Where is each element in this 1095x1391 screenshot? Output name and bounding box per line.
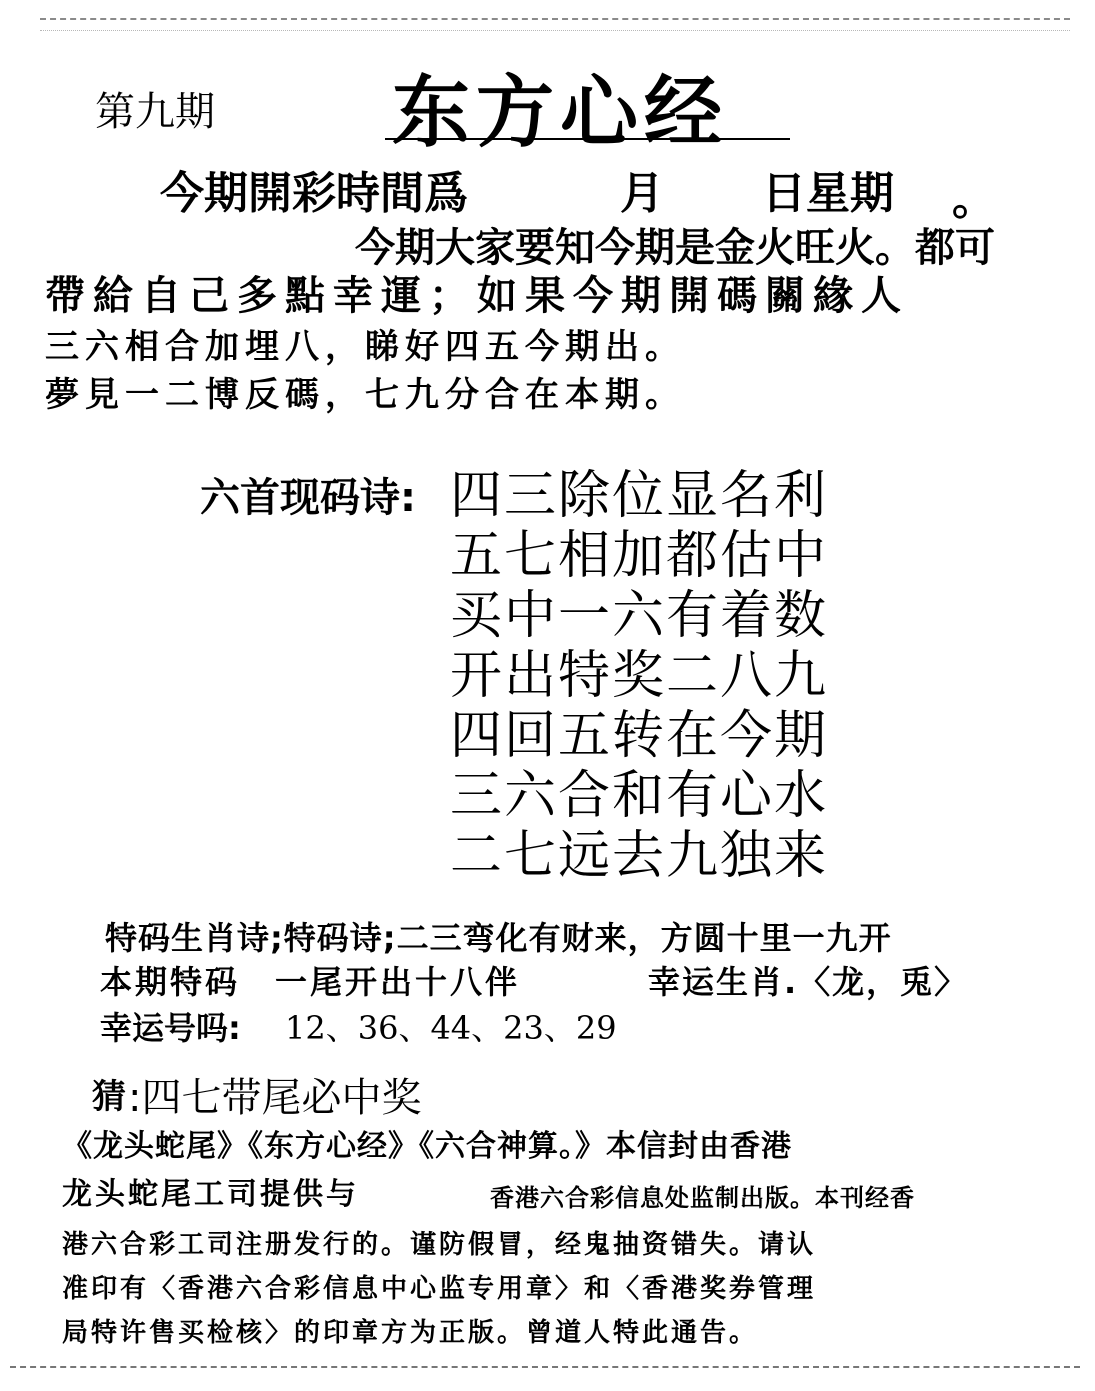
- title-underline: [385, 138, 790, 140]
- page-title: 东方心经: [392, 68, 729, 158]
- poem-line: 二七远去九独来: [450, 826, 829, 886]
- draw-time-day-week: 日星期: [762, 168, 894, 219]
- intro-line-3: 帶給自己多點幸運；如果今期開碼關緣人: [45, 273, 909, 319]
- guess-text: :四七带尾必中奖: [128, 1075, 422, 1121]
- notice-line-2a: 龙头蛇尾工司提供与: [62, 1177, 359, 1212]
- notice-line-5: 局特许售买检核〉的印章方为正版。曾道人特此通告。: [62, 1318, 759, 1348]
- poem-label: 六首现码诗:: [200, 475, 416, 521]
- draw-time-month: 月: [620, 168, 664, 219]
- poem-line: 四三除位显名利: [450, 466, 829, 526]
- guess-label: 猜: [92, 1077, 126, 1117]
- poem-line: 四回五转在今期: [450, 706, 829, 766]
- notice-line-3: 港六合彩工司注册发行的。谨防假冒，经鬼抽资错失。请认: [62, 1230, 817, 1260]
- issue-number: 第九期: [95, 89, 215, 135]
- top-dashed-rule: [40, 18, 1070, 20]
- poem-line: 开出特奖二八九: [450, 646, 829, 706]
- poem-line: 五七相加都估中: [450, 526, 829, 586]
- lucky-numbers-label: 幸运号吗:: [100, 1009, 241, 1047]
- top-dotted-rule: [40, 30, 1070, 31]
- special-line-1: 特码生肖诗;特码诗;二三弯化有财来，方圆十里一九开: [105, 919, 892, 957]
- intro-line-2: 今期大家要知今期是金火旺火。都可: [355, 225, 995, 271]
- notice-line-4: 准印有〈香港六合彩信息中心监专用章〉和〈香港奖券管理: [62, 1274, 817, 1304]
- notice-line-2b: 香港六合彩信息处监制出版。本刊经香: [490, 1184, 915, 1212]
- poem-line: 买中一六有着数: [450, 586, 829, 646]
- notice-line-1: 《龙头蛇尾》《东方心经》《六合神算。》本信封由香港: [62, 1129, 792, 1164]
- bottom-dashed-rule: [10, 1366, 1080, 1368]
- lucky-zodiac: 幸运生肖.〈龙，兎〉: [648, 963, 969, 1001]
- intro-line-5: 夢見一二博反碼，七九分合在本期。: [45, 375, 685, 415]
- draw-time-end: 。: [952, 174, 996, 225]
- special-line-2a: 本期特码 一尾开出十八伴: [100, 963, 521, 1001]
- intro-line-4: 三六相合加埋八，睇好四五今期出。: [45, 327, 685, 367]
- lucky-numbers: 12、36、44、23、29: [285, 1009, 617, 1047]
- draw-time-prefix: 今期開彩時間爲: [160, 168, 468, 219]
- poem-line: 三六合和有心水: [450, 766, 829, 826]
